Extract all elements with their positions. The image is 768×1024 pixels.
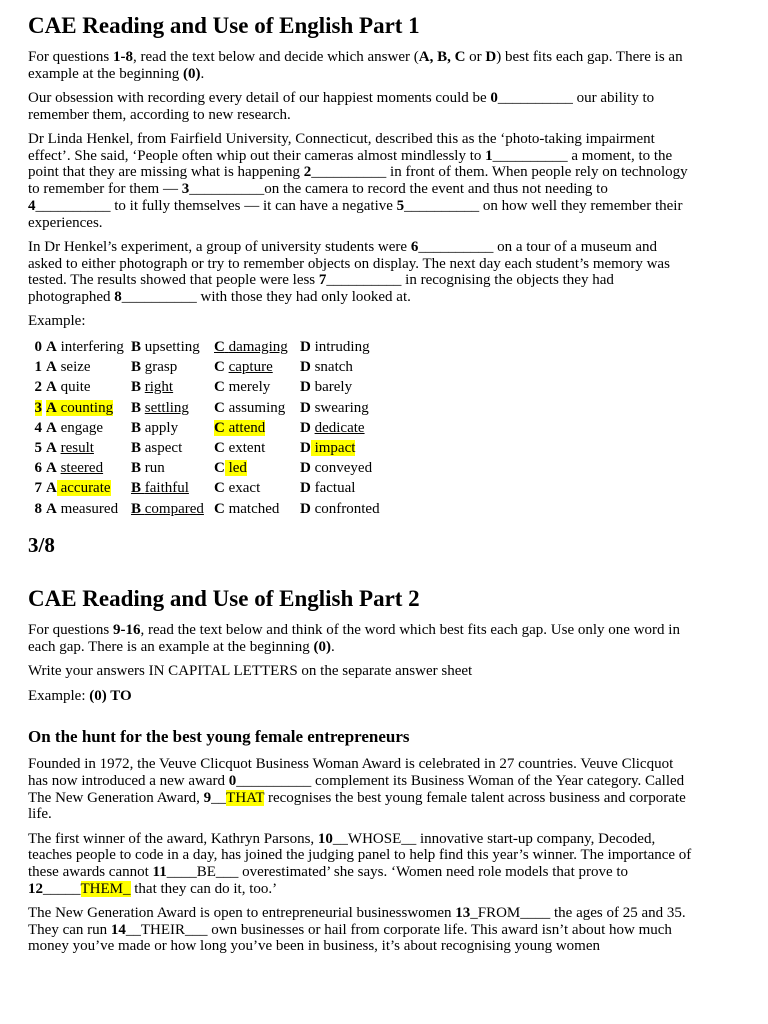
- part2-example: Example: (0) TO: [28, 687, 132, 704]
- option-row: 2 A quite B right C merely D barely: [34, 379, 353, 396]
- gap-number: 0: [228, 772, 237, 789]
- answer-highlight: THAT: [226, 789, 265, 806]
- gap-number: 2: [303, 164, 312, 181]
- part2-instructions: For questions 9-16, read the text below and think of the word which best fits each gap. Use only one word in each gap. There is an example at the beginning (0).: [28, 622, 680, 655]
- gap-number: 14: [110, 921, 126, 938]
- option-row: 6 A steered B run C led D conveyed: [34, 460, 373, 477]
- options-table: [28, 338, 384, 520]
- option-row: 0 A interfering B upsetting C damaging D intruding: [34, 339, 370, 356]
- option-row: 5 A result B aspect C extent D impact: [34, 440, 356, 457]
- part1-paragraph-2: Dr Linda Henkel, from Fairfield University, Connecticut, described this as the ‘photo-taking impairment effect’. She said, ‘People often whip out their cameras almost mindlessly to 1__________ a moment, to the point that they are missing what is happening 2__________ in front of them. When people rely on technology to remember for them — 3__________on the camera to record the event and thus not needing to 4__________ to it fully themselves — it can have a negative 5__________ on how well they remember their experiences.: [28, 131, 688, 231]
- gap-number: 9: [203, 789, 212, 806]
- gap-number: 6: [410, 238, 419, 255]
- part1-title: CAE Reading and Use of English Part 1: [28, 13, 420, 38]
- option-row: 4 A engage B apply C attend D dedicate: [34, 419, 365, 436]
- answer-highlight: THEM_: [80, 880, 131, 897]
- gap-number: 3: [181, 181, 190, 198]
- part2-title: CAE Reading and Use of English Part 2: [28, 586, 420, 612]
- answer-sheet-instruction: Write your answers IN CAPITAL LETTERS on the separate answer sheet: [28, 663, 473, 680]
- gap-number: 7: [318, 272, 327, 289]
- part2-paragraph-1: Founded in 1972, the Veuve Clicquot Business Woman Award is celebrated in 27 countries. Veuve Clicquot has now introduced a new award 0__________ complement its Business Woman of the Year category. Called The New Generation Award, 9__THAT recognises the best young female talent across business and corporate life.: [28, 756, 686, 823]
- gap-number: 0: [490, 90, 498, 106]
- part2-paragraph-3: The New Generation Award is open to entrepreneurial businesswomen 13_FROM____ the ages of 25 and 35. They can run 14__THEIR___ own businesses or hail from corporate life. This award isn’t about how much money you’ve made or how long you’ve been in business, it’s about recognising young women: [28, 905, 686, 955]
- option-row: 3 A counting B settling C assuming D swearing: [34, 399, 369, 416]
- option-row: 1 A seize B grasp C capture D snatch: [34, 359, 353, 376]
- option-row: 8 A measured B compared C matched D confronted: [34, 500, 380, 517]
- gap-number: 10: [317, 830, 333, 847]
- gap-number: 13: [455, 905, 471, 922]
- part1-paragraph-3: In Dr Henkel’s experiment, a group of university students were 6__________ on a tour of a museum and asked to either photograph or try to remember objects on display. The next day each student’s memory was tested. The results showed that people were less 7__________ in recognising the objects they had photographed 8__________ with those they had only looked at.: [28, 238, 670, 305]
- gap-number: 4: [28, 197, 36, 214]
- gap-number: 12: [28, 880, 43, 897]
- gap-number: 11: [152, 864, 167, 881]
- gap-number: 1: [485, 147, 493, 164]
- part2-paragraph-2: The first winner of the award, Kathryn Parsons, 10__WHOSE__ innovative start-up company, Decoded, teaches people to code in a day, has joined the judging panel to help find this year’s winner. The importance of these awards cannot 11____BE___ overestimated’ she says. ‘Women need role models that prove to 12_____THEM_ that they can do it, too.’: [28, 830, 692, 897]
- part1-instructions: For questions 1-8, read the text below and decide which answer (A, B, C or D) best fits each gap. There is an example at the beginning (0).: [28, 49, 683, 82]
- option-row: 7 A accurate B faithful C exact D factual: [34, 480, 356, 497]
- gap-number: 8: [114, 288, 122, 305]
- score: 3/8: [28, 533, 55, 558]
- example-label: Example:: [28, 313, 86, 330]
- gap-number: 5: [396, 197, 405, 214]
- part1-paragraph-1: Our obsession with recording every detail of our happiest moments could be 0__________ our ability to remember them, according to new research.: [28, 90, 655, 123]
- article-heading: On the hunt for the best young female entrepreneurs: [28, 727, 410, 747]
